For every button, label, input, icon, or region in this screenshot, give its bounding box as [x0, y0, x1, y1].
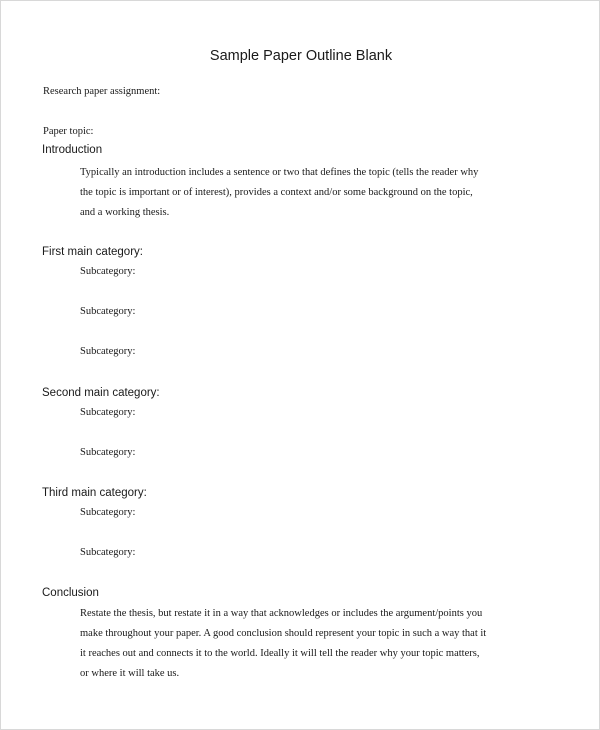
assignment-label: Research paper assignment:	[43, 86, 161, 97]
topic-label: Paper topic:	[43, 126, 94, 137]
subcategory-label: Subcategory:	[80, 547, 136, 558]
conclusion-line: Restate the thesis, but restate it in a way that acknowledges or includes the argument/points you	[80, 608, 483, 619]
introduction-line: the topic is important or of interest), provides a context and/or some background on the topic,	[80, 187, 473, 198]
conclusion-line: or where it will take us.	[80, 668, 180, 679]
introduction-heading: Introduction	[42, 144, 103, 156]
third-category-heading: Third main category:	[42, 487, 147, 499]
subcategory-label: Subcategory:	[80, 266, 136, 277]
conclusion-heading: Conclusion	[42, 587, 99, 599]
subcategory-label: Subcategory:	[80, 507, 136, 518]
document-title: Sample Paper Outline Blank	[209, 48, 393, 64]
conclusion-line: make throughout your paper. A good conclusion should represent your topic in such a way that it	[80, 628, 487, 639]
introduction-line: and a working thesis.	[80, 207, 170, 218]
second-category-heading: Second main category:	[42, 387, 160, 399]
introduction-line: Typically an introduction includes a sentence or two that defines the topic (tells the reader why	[80, 167, 479, 178]
subcategory-label: Subcategory:	[80, 306, 136, 317]
subcategory-label: Subcategory:	[80, 407, 136, 418]
conclusion-line: it reaches out and connects it to the world. Ideally it will tell the reader why your topic matters,	[80, 648, 480, 659]
subcategory-label: Subcategory:	[80, 346, 136, 357]
subcategory-label: Subcategory:	[80, 447, 136, 458]
first-category-heading: First main category:	[42, 246, 143, 258]
